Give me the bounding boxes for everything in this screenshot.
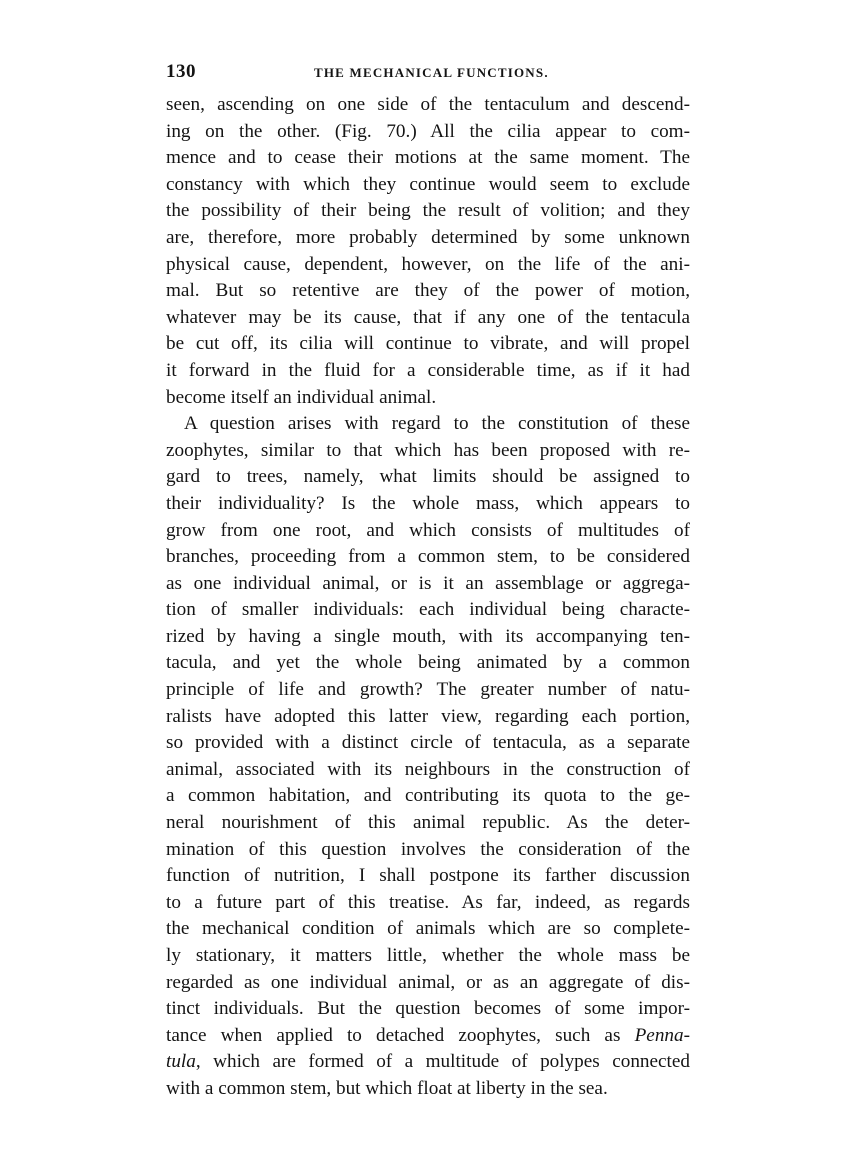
italic-genus-name: Penna- xyxy=(634,1024,690,1046)
text-line: mence and to cease their motions at the same moment. The xyxy=(166,147,690,169)
text-line: to a future part of this treatise. As far, indeed, as regards xyxy=(166,891,690,913)
text-line: as one individual animal, or is it an assemblage or aggrega- xyxy=(166,572,690,594)
body-text xyxy=(166,92,690,1103)
text-line: whatever may be its cause, that if any one of the tentacula xyxy=(166,306,690,328)
text-line: gard to trees, namely, what limits should be assigned to xyxy=(166,466,690,488)
text-line: so provided with a distinct circle of tentacula, as a separate xyxy=(166,732,690,754)
paragraph-2 xyxy=(166,411,690,1102)
text-line: tion of smaller individuals: each individual being characte- xyxy=(166,599,690,621)
text-line: ly stationary, it matters little, whether the whole mass be xyxy=(166,945,690,966)
text-line: ralists have adopted this latter view, regarding each portion, xyxy=(166,705,690,727)
page-number: 130 xyxy=(166,61,196,82)
text-line: are, therefore, more probably determined by some unknown xyxy=(166,226,690,248)
text-line: ing on the other. (Fig. 70.) All the cilia appear to com- xyxy=(166,120,690,142)
text-line: branches, proceeding from a common stem, to be considered xyxy=(166,546,690,568)
italic-genus-name: tula xyxy=(166,1051,196,1073)
text-line: regarded as one individual animal, or as an aggregate of dis- xyxy=(166,971,690,993)
page-header xyxy=(166,61,690,89)
text-line: function of nutrition, I shall postpone its farther discussion xyxy=(166,865,690,887)
text-line: seen, ascending on one side of the tentaculum and descend- xyxy=(166,94,690,115)
text-line: be cut off, its cilia will continue to vibrate, and will propel xyxy=(166,333,690,355)
text-line: physical cause, dependent, however, on the life of the ani- xyxy=(166,253,690,275)
text-line: animal, associated with its neighbours in the construction of xyxy=(166,758,690,780)
text-line: tinct individuals. But the question becomes of some impor- xyxy=(166,998,690,1020)
text-line: a common habitation, and contributing its quota to the ge- xyxy=(166,785,690,807)
text-line: constancy with which they continue would seem to exclude xyxy=(166,173,690,195)
text-fragment: , which are formed of a multitude of polypes connected xyxy=(195,1051,690,1073)
text-line: rized by having a single mouth, with its accompanying ten- xyxy=(166,625,690,647)
text-line: with a common stem, but which float at liberty in the sea. xyxy=(166,1077,608,1099)
text-line: mal. But so retentive are they of the power of motion, xyxy=(166,280,690,302)
text-line: the possibility of their being the result of volition; and they xyxy=(166,200,690,222)
text-line: their individuality? Is the whole mass, which appears to xyxy=(166,492,690,514)
paragraph-1 xyxy=(166,92,690,411)
running-head: THE MECHANICAL FUNCTIONS. xyxy=(314,65,549,80)
text-line: become itself an individual animal. xyxy=(166,386,437,408)
text-line: zoophytes, similar to that which has been proposed with re- xyxy=(166,439,690,461)
text-line: A question arises with regard to the constitution of these xyxy=(184,413,690,435)
text-line: grow from one root, and which consists of multitudes of xyxy=(166,519,690,541)
text-line: principle of life and growth? The greater number of natu- xyxy=(166,679,690,701)
text-line: it forward in the fluid for a considerable time, as if it had xyxy=(166,359,690,381)
text-line: the mechanical condition of animals which are so complete- xyxy=(166,918,690,940)
text-fragment: tance when applied to detached zoophytes, such as xyxy=(166,1024,621,1046)
text-line: mination of this question involves the consideration of the xyxy=(166,838,690,860)
text-line: neral nourishment of this animal republic. As the deter- xyxy=(166,812,690,834)
text-line-with-italic xyxy=(166,1023,690,1050)
text-line: tacula, and yet the whole being animated by a common xyxy=(166,652,690,674)
text-line-with-italic xyxy=(166,1049,690,1076)
